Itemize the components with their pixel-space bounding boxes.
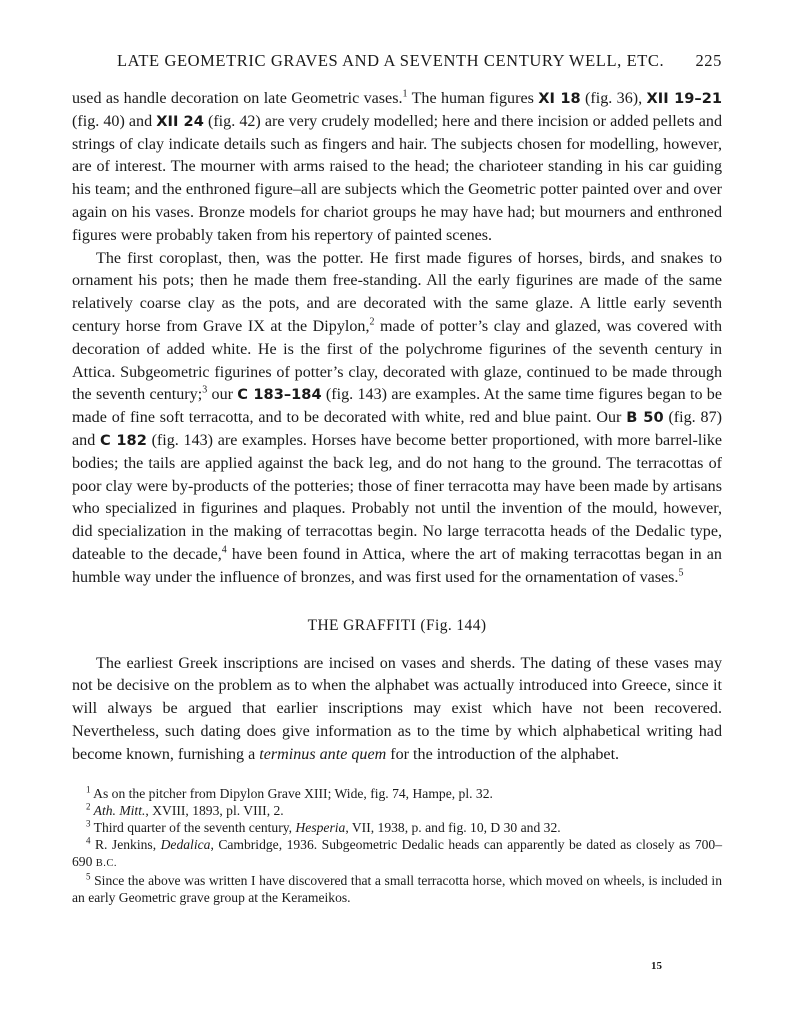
text-run: used as handle decoration on late Geometric vases. xyxy=(72,90,403,107)
text-run: The earliest Greek inscriptions are incised on vases and sherds. The dating of these vases may not be decisive on the problem as to when the alphabet was actually introduced into Greece, since it will always be argued that earlier inscriptions may exist which have not been recovered. Nevertheless, such dating does give information as to the time by which alphabetical writing had become known, furnishing a xyxy=(72,654,722,763)
footnote-text: Since the above was written I have discovered that a small terracotta horse, which moved on wheels, is included in an early Geometric grave group at the Kerameikos. xyxy=(72,872,722,905)
catalogue-ref: XI 18 xyxy=(538,90,581,107)
running-head-title: LATE GEOMETRIC GRAVES AND A SEVENTH CENTURY WELL, ETC. xyxy=(117,51,665,70)
page xyxy=(72,50,722,906)
catalogue-ref: C 183–184 xyxy=(237,386,322,404)
footnote-smallcaps: B.C. xyxy=(95,857,118,869)
section-heading: THE GRAFFITI (Fig. 144) xyxy=(307,616,487,634)
footnote-ref: 5 xyxy=(678,567,684,579)
text-run: made of potter’s clay and glazed, was covered with decoration of added white. He is the first of the polychrome figurines of the seventh century in Attica. Subgeometric figurines of potter’s clay, decorated with glaze, continued to be made through the seventh century; xyxy=(72,317,722,404)
footnote-1 xyxy=(72,785,722,802)
footnote-number: 3 xyxy=(86,817,91,828)
footnote-number: 4 xyxy=(86,834,91,845)
footnote-text: Third quarter of the seventh century, xyxy=(90,819,296,835)
footnote-text: , VII, 1938, p. and fig. 10, D 30 and 32. xyxy=(345,819,561,835)
footnote-ref: 2 xyxy=(369,316,375,328)
signature-mark: 15 xyxy=(651,960,662,972)
text-run: our xyxy=(207,386,238,404)
text-run: (fig. 42) are very crudely modelled; here and there incision or added pellets and strings of clay indicate details such as fingers and hair. The subjects chosen for modelling, however, are of interest. The mourner with arms raised to the head; the charioteer standing in his car guiding his team; and the enthroned figure–all are subjects which the Geometric potter painted over and over again on his vases. Bronze models for chariot groups he may have had; but mourners and enthroned figures were probably taken from his repertory of painted scenes. xyxy=(72,112,722,244)
footnote-text: R. Jenkins, xyxy=(90,836,161,852)
footnote-text: As on the pitcher from Dipylon Grave XIII; Wide, fig. 74, Hampe, pl. 32. xyxy=(90,785,493,801)
text-run: (fig. 143) are examples. Horses have become better proportioned, with more barrel-like bodies; the tails are applied against the back leg, and do not hang to the ground. The terracottas of poor clay were by-products of the potteries; those of finer terracotta may have been made by artisans who specialized in figurines and plaques. Probably not until the invention of the mould, however, did specialization in the making of terracottas begin. No large terracotta heads of the Dedalic type, dateable to the decade, xyxy=(72,431,723,563)
paragraph-2 xyxy=(72,248,722,590)
text-run: The human figures xyxy=(407,90,539,107)
footnote-italic: Ath. Mitt. xyxy=(90,802,146,818)
footnote-number: 1 xyxy=(86,783,91,794)
catalogue-ref: XII 19–21 xyxy=(646,90,723,107)
text-run: have been found in Attica, where the art of making terracottas began in an humble way under the influence of bronzes, and was first used for the ornamentation of vases. xyxy=(72,545,722,586)
footnote-ref: 4 xyxy=(221,544,227,556)
catalogue-ref: B 50 xyxy=(626,409,664,427)
footnote-italic: Dedalica xyxy=(160,836,211,852)
footnote-text: , XVIII, 1893, pl. VIII, 2. xyxy=(145,802,284,818)
catalogue-ref: C 182 xyxy=(99,431,147,449)
footnote-4 xyxy=(72,836,722,872)
text-run: (fig. 87) and xyxy=(72,409,723,449)
text-run: (fig. 40) and xyxy=(72,112,157,130)
text-run: (fig. 36), xyxy=(580,90,647,107)
footnote-3 xyxy=(72,819,722,836)
paragraph-1 xyxy=(72,88,722,248)
footnote-number: 2 xyxy=(86,800,91,811)
page-number: 225 xyxy=(695,51,722,70)
footnote-number: 5 xyxy=(86,870,91,881)
text-run: The first coroplast, then, was the potter. He first made figures of horses, birds, and snakes to ornament his pots; then he made them free-standing. All the early figurines are made of the same relatively coarse clay as the pots, and are decorated with the same glaze. A little early seventh century horse from Grave IX at the Dipylon, xyxy=(72,249,722,335)
paragraph-3 xyxy=(72,653,722,767)
footnote-italic: Hesperia xyxy=(295,819,346,835)
footnote-text: , Cambridge, 1936. Subgeometric Dedalic heads can apparently be dated as closely as 700–690 xyxy=(72,836,723,869)
running-head xyxy=(72,50,722,72)
text-run: for the introduction of the alphabet. xyxy=(386,745,620,763)
footnote-2 xyxy=(72,802,722,819)
catalogue-ref: XII 24 xyxy=(156,112,204,130)
footnote-ref: 3 xyxy=(202,385,208,396)
footnotes xyxy=(72,785,722,906)
italic-term: terminus ante quem xyxy=(259,745,387,763)
footnote-ref: 1 xyxy=(402,88,408,100)
text-run: (fig. 143) are examples. At the same time figures began to be made of fine soft terracotta, and to be decorated with white, red and blue paint. Our xyxy=(72,386,723,427)
footnote-5 xyxy=(72,872,722,906)
